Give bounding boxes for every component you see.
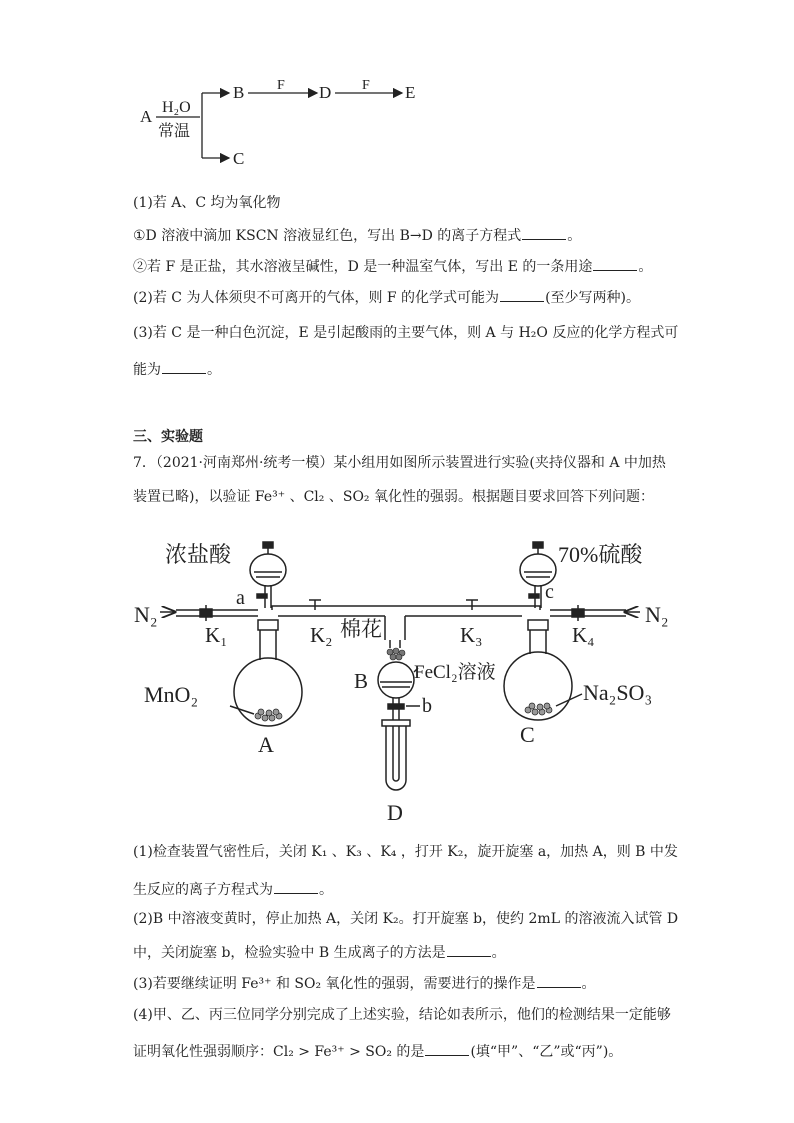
label-flask-b: B [354, 669, 369, 693]
answer-blank[interactable] [593, 256, 637, 271]
q7-s4b: 证明氧化性强弱顺序：Cl₂ > Fe³⁺ > SO₂ 的是 (填“甲”、“乙”或“丙”)。 [133, 1041, 622, 1061]
answer-blank[interactable] [537, 973, 581, 988]
label-mno2: MnO₂ [144, 682, 199, 707]
label-hcl: 浓盐酸 [165, 542, 232, 567]
q6-part3: (3)若 C 是一种白色沉淀，E 是引起酸雨的主要气体，则 A 与 H₂O 反应的化学方程式可 [133, 325, 679, 341]
q7-s1b: 生反应的离子方程式为 。 [133, 879, 333, 899]
scheme-f1: F [277, 80, 285, 93]
label-c-stopcock: c [545, 581, 554, 603]
label-na2so3: Na₂SO₃ [583, 680, 653, 705]
label-cotton: 棉花 [340, 617, 382, 641]
label-flask-a: A [258, 732, 274, 757]
q7-s3: (3)若要继续证明 Fe³⁺ 和 SO₂ 氧化性的强弱，需要进行的操作是 。 [133, 973, 596, 993]
scheme-b: B [233, 83, 245, 102]
reaction-scheme [130, 80, 430, 180]
scheme-a: A [140, 107, 153, 126]
label-a-stopcock: a [236, 587, 245, 609]
q6-part1: (1)若 A、C 均为氧化物 [133, 195, 281, 211]
q7-intro-1: 7．（2021·河南郑州·统考一模）某小组用如图所示装置进行实验(夹持仪器和 A 中加热 [133, 455, 666, 471]
scheme-c: C [233, 149, 245, 168]
scheme-f2: F [362, 80, 370, 93]
answer-blank[interactable] [425, 1041, 469, 1056]
q7-intro-2: 装置已略)，以验证 Fe³⁺ 、Cl₂ 、SO₂ 氧化性的强弱。根据题目要求回答下列问题： [133, 489, 654, 505]
label-k1: K₁ [205, 623, 228, 647]
scheme-temp: 常温 [158, 123, 191, 140]
label-fecl2: FeCl₂溶液 [414, 662, 496, 683]
apparatus-diagram [120, 530, 690, 830]
q6-part1a: ①D 溶液中滴加 KSCN 溶液显红色，写出 B→D 的离子方程式 。 [133, 225, 581, 245]
q7-s2b: 中，关闭旋塞 b，检验实验中 B 生成离子的方法是 。 [133, 942, 506, 962]
label-k3: K₃ [460, 623, 483, 647]
scheme-e: E [405, 83, 416, 102]
scheme-d: D [319, 83, 332, 102]
label-flask-c: C [520, 722, 535, 747]
section-title: 三、实验题 [133, 429, 203, 445]
q7-s2a: (2)B 中溶液变黄时，停止加热 A，关闭 K₂。打开旋塞 b，使约 2mL 的溶液流入试管 D [133, 911, 679, 927]
q6-part2: (2)若 C 为人体须臾不可离开的气体，则 F 的化学式可能为 (至少写两种)。 [133, 287, 640, 307]
label-tube-d: D [387, 800, 403, 825]
scheme-h2o: H₂O [162, 99, 191, 116]
answer-blank[interactable] [522, 225, 566, 240]
label-k2: K₂ [310, 623, 333, 647]
q7-s4a: (4)甲、乙、丙三位同学分别完成了上述实验，结论如表所示，他们的检测结果一定能够 [133, 1007, 671, 1023]
answer-blank[interactable] [447, 942, 491, 957]
label-n2-right: N₂ [645, 602, 669, 627]
label-h2so4: 70%硫酸 [558, 542, 643, 567]
answer-blank[interactable] [162, 359, 206, 374]
q6-part1b: ②若 F 是正盐，其水溶液呈碱性，D 是一种温室气体，写出 E 的一条用途 。 [133, 256, 652, 276]
answer-blank[interactable] [500, 287, 544, 302]
label-b-stopcock: b [422, 695, 432, 717]
label-n2-left: N₂ [134, 602, 158, 627]
answer-blank[interactable] [274, 879, 318, 894]
apparatus-glassware [160, 542, 640, 790]
q6-part3b: 能为 。 [133, 359, 221, 379]
label-k4: K₄ [572, 623, 595, 647]
q7-s1a: (1)检查装置气密性后，关闭 K₁ 、K₃ 、K₄ ，打开 K₂，旋开旋塞 a，加热 A，则 B 中发 [133, 844, 678, 860]
